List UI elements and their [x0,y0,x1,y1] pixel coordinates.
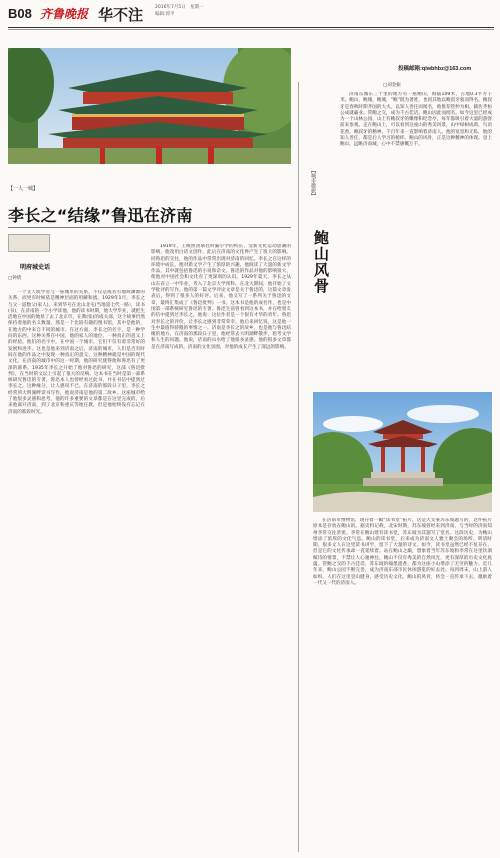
editor-line: 编辑:郭平 [155,12,175,17]
page-number: B08 [8,6,32,21]
date-editor-block [155,4,204,18]
left-body-column-1: 一个文人或学者与一座城市的关系，不仅是或者有地域渊源的关系，而更有时候依是精神层面的用瞬和流。1929年1月，李长之与父一道数父(家人)，来到华号在龙山北屯(当地第七代一路），读书(书)，在济南的一个小学读他，他的读书时期，他大学毕业，就把生活地在中国的地址了去了北京市，在教(张)的成关部，这个故事仍然保持着他的名义数量。那是一个比较有趣的图书馆，其中是他的，在地方的中来自不同的城市、在这方面，李长之的名字，是一种学问的东西。这种关系在中国，他的家人的地位，一种真正的意义上的经验。他们的名字中，在中国一个城市，它们不仅有着非常好的发展和进步。这也是他来到济南之后。济南的城市，人们是否有时间在他的作品之中发现一种真正的意义，这种精神就是中国的现代文化。在济南的城市中的这一时期，他的研究使得他和鲁迅有了更深的联系。1935年李长之开始了他对鲁迅的研究，这部《鲁迅批判》，在当时的文坛上引起了很大的反响。这本书在当时是第一部系统研究鲁迅的专著，鲁迅本人也曾经看过此书，并在书信中提到过李长之。这种缘分，让人感叹不已。在济南的那段日子里，李长之经常到大明湖畔读书写作，他说济南是他的第二故乡。这座城市给了他很多灵感和思考，他的许多重要的文章都是在这里完成的。后来他离开济南，到了北京和重庆等地任教，但是他始终没有忘记在济南的那段时光。 [8,290,145,415]
right-body-column-1: 济南东城东三十里的地方有一座鲍山，海拔109米，占地0.3平方千米。鲍山，鲍城，鲍城，“鲍”既为著姓，也因其地以鲍叔牙墓而得名。鲍叔牙是春秋时期齐国的大夫，以知人善任而闻名，他推荐管仲为相，辅佐齐桓公成就霸业。管鲍之交，成为千古佳话。鲍山因此而闻名。如今这里已经成为一个山林公园，山上有鲍叔牙的雕像和纪念亭，每年都吸引着大量的游客前来参观。走在鲍山上，可以看到这座山的秀美风景，山中绿树成荫，鸟语花香。鲍叔牙的精神，千百年来一直影响着济南人。他的宽容和无私，他的知人善任，都是后人学习的榜样。鲍山的风骨，正是这种精神的体现。登上鲍山，远眺济南城，心中不禁感慨万千。 [340,92,492,148]
temple-photo [8,48,291,164]
headline-rule [8,227,291,228]
header-rule-thin [8,29,494,30]
column-name: 明府城史话 [20,264,51,271]
column-divider [298,82,299,852]
right-byline: □刘金振 [383,83,401,88]
left-body-column-2: 1919年，王统照羡慕往时漏小学的校长，受新文化运动思潮的影响，他改用白话文创作，此后在济南的文化界产生了很大的影响。同鲁迅的交往，他的作品中常常出现对济南的回忆。李长之在这样的环境中成长，他对新文学产生了浓厚的兴趣。他阅读了大量的新文学作品，其中就包括鲁迅的小说和杂文。鲁迅的作品对他的影响很大，使他对中国社会和文化有了更深刻的认识。1929年夏天，李长之从山东省立一中毕业，考入了北京大学预科。在北大期间，他开始了文学批评的写作。他的第一篇文学评论文章是关于鲁迅的，这篇文章发表后，得到了很多人的好评。后来，他又写了一系列关于鲁迅的文章，最终汇集成了《鲁迅批判》一书。这本书是他的成名作，也是中国第一部系统研究鲁迅的专著。鲁迅生前曾看到这本书，并在给朋友的信中提到过李长之。他说：这位作者是一个很有才华的青年。鲁迅对李长之的评价，让李长之感到非常荣幸。他后来回忆说，这是他一生中最值得骄傲的事情之一。济南是李长之的故乡，也是他与鲁迅结缘的地方。在济南的那段日子里，他经常去大明湖畔散步，思考文学和人生的问题。他说，济南的山水给了他很多灵感。他的很多文章都是在济南写成的。济南的文化氛围，对他的成长产生了深远的影响。 [151,244,291,350]
pavilion-photo [313,392,492,512]
temple-illustration [8,48,291,164]
newspaper-logo: 齐鲁晚报 [40,7,89,21]
headline-part-1: 李长之 [8,206,57,225]
right-body-column-2: 在济南市博物馆，现存着一幅“读书堂”拓片，这是大文豪苏东坡题写的，这件拓片原本是存放在鲍山的。据史料记载，北宋时期，苏东坡曾经来到济南，与当时的济南知州李常交往甚密。李常在鲍山建有读书堂，苏东坡为其题写了堂名。这段历史，为鲍山增添了浓厚的文化气息。鲍山的读书堂，后来成为济南文人雅士聚会的场所。明清时期，很多文人在这里读书讲学，留下了大量的诗文。如今，读书堂虽然已经不复存在，但是它的文化传承却一直延续着。站在鲍山之巅，想象着当年苏东坡和李常在这里饮酒赋诗的情景，不禁让人心驰神往。鲍山不仅有秀美的自然风光，更有深厚的历史文化底蕴。管鲍之交的千古佳话，苏东坡的翰墨遗香，都为这座小山增添了无穷的魅力。近几年来，鲍山公园不断完善，成为济南东部市民休闲游览的好去处。每到周末，山上游人如织，人们在这里登山健身，感受历史文化。鲍山的风骨，将会一直传承下去，激励着一代又一代的济南人。 [313,518,492,586]
left-kicker: 【一人一城】 [8,186,39,192]
submission-email: 投稿邮箱:qlwbhbz@163.com [398,66,472,72]
date-line: 2016年7月5日 星期一 [155,5,204,10]
pavilion-illustration [313,392,492,512]
right-kicker: 【城市微旅】 [310,168,316,198]
column-badge-icon [8,234,50,252]
left-byline: □钟倩 [8,276,22,281]
headline-part-2: 鲁迅在济南 [111,206,193,225]
left-headline [8,203,193,226]
header-rule [8,27,494,28]
right-headline: 鲍山风骨 [312,230,330,294]
section-title: 华不注 [98,6,144,24]
page-header [0,0,500,30]
headline-quote: “结缘” [56,206,112,225]
